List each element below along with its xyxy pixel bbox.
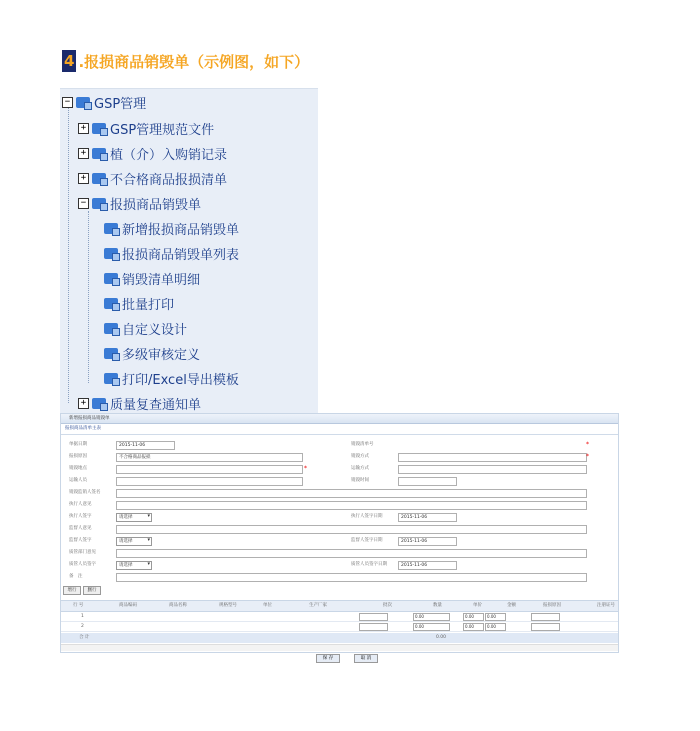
exec-sign-select[interactable]: 请选择 ▾ — [116, 513, 152, 522]
grid-header — [61, 600, 618, 612]
amount-cell[interactable]: 0.00 — [485, 623, 506, 631]
delete-row-button[interactable]: 删行 — [83, 586, 101, 595]
tree-subitem-batch-print[interactable] — [104, 292, 174, 314]
tree-subitem-new[interactable] — [104, 217, 239, 239]
transport-label: 运输方式 — [351, 466, 369, 471]
col-header: 批次 — [383, 603, 392, 608]
expand-icon[interactable]: + — [78, 148, 89, 159]
folder-icon — [104, 298, 118, 309]
qty-cell[interactable]: 0.00 — [413, 623, 450, 631]
form-subtitle: 报损商品清单主表 — [61, 424, 618, 435]
section-number: 4 — [64, 52, 75, 70]
exec-opinion-input[interactable] — [116, 501, 587, 510]
collapse-icon[interactable]: − — [78, 198, 89, 209]
tree-item-label: 质量复查通知单 — [110, 397, 202, 413]
tree-subitem-audit[interactable] — [104, 342, 200, 364]
folder-icon — [92, 148, 106, 159]
tree-subitem-label: 自定义设计 — [122, 322, 188, 338]
transporter-input[interactable] — [116, 477, 303, 486]
tree-item-label: 植（介）入购销记录 — [110, 147, 228, 163]
sup-date-label: 监督人签字日期 — [351, 538, 383, 543]
place-input[interactable] — [116, 465, 303, 474]
date-input[interactable]: 2015-11-06 — [116, 441, 175, 450]
qa-date-input[interactable]: 2015-11-06 — [398, 561, 457, 570]
tree-subitem-detail[interactable] — [104, 267, 200, 289]
tree-item-label: GSP管理规范文件 — [110, 122, 215, 138]
folder-icon — [104, 348, 118, 359]
qa-sign-select[interactable]: 请选择 ▾ — [116, 561, 152, 570]
folder-icon — [104, 323, 118, 334]
tree-item-label: 不合格商品报损清单 — [110, 172, 228, 188]
qa-opinion-input[interactable] — [116, 549, 587, 558]
expand-icon[interactable]: + — [78, 398, 89, 409]
tree-root-label: GSP管理 — [94, 96, 147, 112]
folder-icon — [104, 373, 118, 384]
tree-root[interactable] — [62, 91, 146, 113]
exec-opinion-label: 执行人意见 — [69, 502, 92, 507]
table-row[interactable] — [61, 622, 618, 632]
expand-icon[interactable]: + — [78, 123, 89, 134]
col-header: 生产厂家 — [309, 603, 327, 608]
qty-cell[interactable]: 0.00 — [413, 613, 450, 621]
col-header: 注册证号 — [597, 603, 615, 608]
qa-date-label: 质管人员签字日期 — [351, 562, 387, 567]
time-input[interactable] — [398, 477, 457, 486]
reason-cell[interactable] — [531, 613, 560, 621]
transport-input[interactable] — [398, 465, 587, 474]
folder-icon — [92, 198, 106, 209]
sup-sign-select[interactable]: 请选择 ▾ — [116, 537, 152, 546]
sup-opinion-label: 监督人意见 — [69, 526, 92, 531]
exec-sign-label: 执行人签字 — [69, 514, 92, 519]
required-mark: * — [586, 453, 589, 460]
price-cell[interactable]: 0.00 — [463, 623, 484, 631]
folder-icon — [92, 123, 106, 134]
tree-item-defective-list[interactable] — [78, 167, 227, 189]
folder-icon — [92, 398, 106, 409]
expand-icon[interactable]: + — [78, 173, 89, 184]
exec-date-label: 执行人签字日期 — [351, 514, 383, 519]
tree-subitem-label: 多级审核定义 — [122, 347, 201, 363]
remark-input[interactable] — [116, 573, 587, 582]
folder-icon — [104, 248, 118, 259]
table-row[interactable] — [61, 612, 618, 622]
section-heading — [62, 50, 309, 72]
tree-subitem-custom-design[interactable] — [104, 317, 187, 339]
folder-icon — [76, 97, 90, 108]
folder-icon — [104, 223, 118, 234]
folder-icon — [92, 173, 106, 184]
sup-sign-label: 监督人签字 — [69, 538, 92, 543]
tree-subitem-label: 报损商品销毁单列表 — [122, 247, 240, 263]
tree-subitem-label: 批量打印 — [122, 297, 175, 313]
tree-subitem-list[interactable] — [104, 242, 239, 264]
order-no-label: 销毁清单号 — [351, 442, 374, 447]
col-header: 商品名称 — [169, 603, 187, 608]
col-header: 商品编码 — [119, 603, 137, 608]
row-number: 2 — [81, 624, 84, 629]
collapse-icon[interactable]: − — [62, 97, 73, 108]
menu-tree — [60, 88, 318, 414]
folder-icon — [104, 273, 118, 284]
batch-cell[interactable] — [359, 613, 388, 621]
col-header: 报损原因 — [543, 603, 561, 608]
tree-item-quality-notice[interactable] — [78, 392, 201, 414]
witness-label: 销毁监销人签名 — [69, 490, 101, 495]
sum-qty: 0.00 — [436, 635, 447, 640]
tree-subitem-label: 销毁清单明细 — [122, 272, 201, 288]
price-cell[interactable]: 0.00 — [463, 613, 484, 621]
sup-date-input[interactable]: 2015-11-06 — [398, 537, 457, 546]
col-header: 单价 — [473, 603, 482, 608]
date-label: 单据日期 — [69, 442, 87, 447]
form-title: 新增报损商品销毁单 — [61, 414, 618, 424]
col-header: 规格型号 — [219, 603, 237, 608]
col-header: 行 号 — [73, 603, 84, 608]
tree-item-label: 报损商品销毁单 — [110, 197, 202, 213]
tree-subitem-label: 新增报损商品销毁单 — [122, 222, 240, 238]
col-header: 数量 — [433, 603, 442, 608]
method-label: 销毁方式 — [351, 454, 369, 459]
cancel-button[interactable]: 取 消 — [354, 654, 378, 663]
col-header: 单位 — [263, 603, 272, 608]
reason-label: 报损原因 — [69, 454, 87, 459]
tree-item-destroy-order[interactable] — [78, 192, 201, 214]
save-button[interactable]: 保 存 — [316, 654, 340, 663]
batch-cell[interactable] — [359, 623, 388, 631]
place-label: 销毁地点 — [69, 466, 87, 471]
witness-input[interactable] — [116, 489, 587, 498]
row-number: 1 — [81, 614, 84, 619]
reason-input[interactable]: 不合格商品报损 — [116, 453, 303, 462]
section-title: .报损商品销毁单（示例图，如下） — [78, 52, 310, 71]
tree-subitem-export-template[interactable] — [104, 367, 239, 389]
destroy-order-form — [60, 413, 619, 653]
qa-sign-label: 质管人员签字 — [69, 562, 96, 567]
qa-opinion-label: 质管部门意见 — [69, 550, 96, 555]
col-header: 金额 — [507, 603, 516, 608]
time-label: 销毁时间 — [351, 478, 369, 483]
sup-opinion-input[interactable] — [116, 525, 587, 534]
method-input[interactable] — [398, 453, 587, 462]
horizontal-scrollbar[interactable] — [61, 644, 618, 651]
tree-item-gsp-docs[interactable] — [78, 117, 214, 139]
sum-label: 合 计 — [79, 635, 90, 640]
required-mark: * — [586, 441, 589, 448]
reason-cell[interactable] — [531, 623, 560, 631]
tree-item-implant-records[interactable] — [78, 142, 227, 164]
required-mark: * — [304, 465, 307, 472]
add-row-button[interactable]: 增行 — [63, 586, 81, 595]
exec-date-input[interactable]: 2015-11-06 — [398, 513, 457, 522]
transporter-label: 运输人员 — [69, 478, 87, 483]
amount-cell[interactable]: 0.00 — [485, 613, 506, 621]
tree-subitem-label: 打印/Excel导出模板 — [122, 372, 239, 388]
remark-label: 备 注 — [69, 574, 83, 579]
summary-row — [61, 633, 618, 643]
